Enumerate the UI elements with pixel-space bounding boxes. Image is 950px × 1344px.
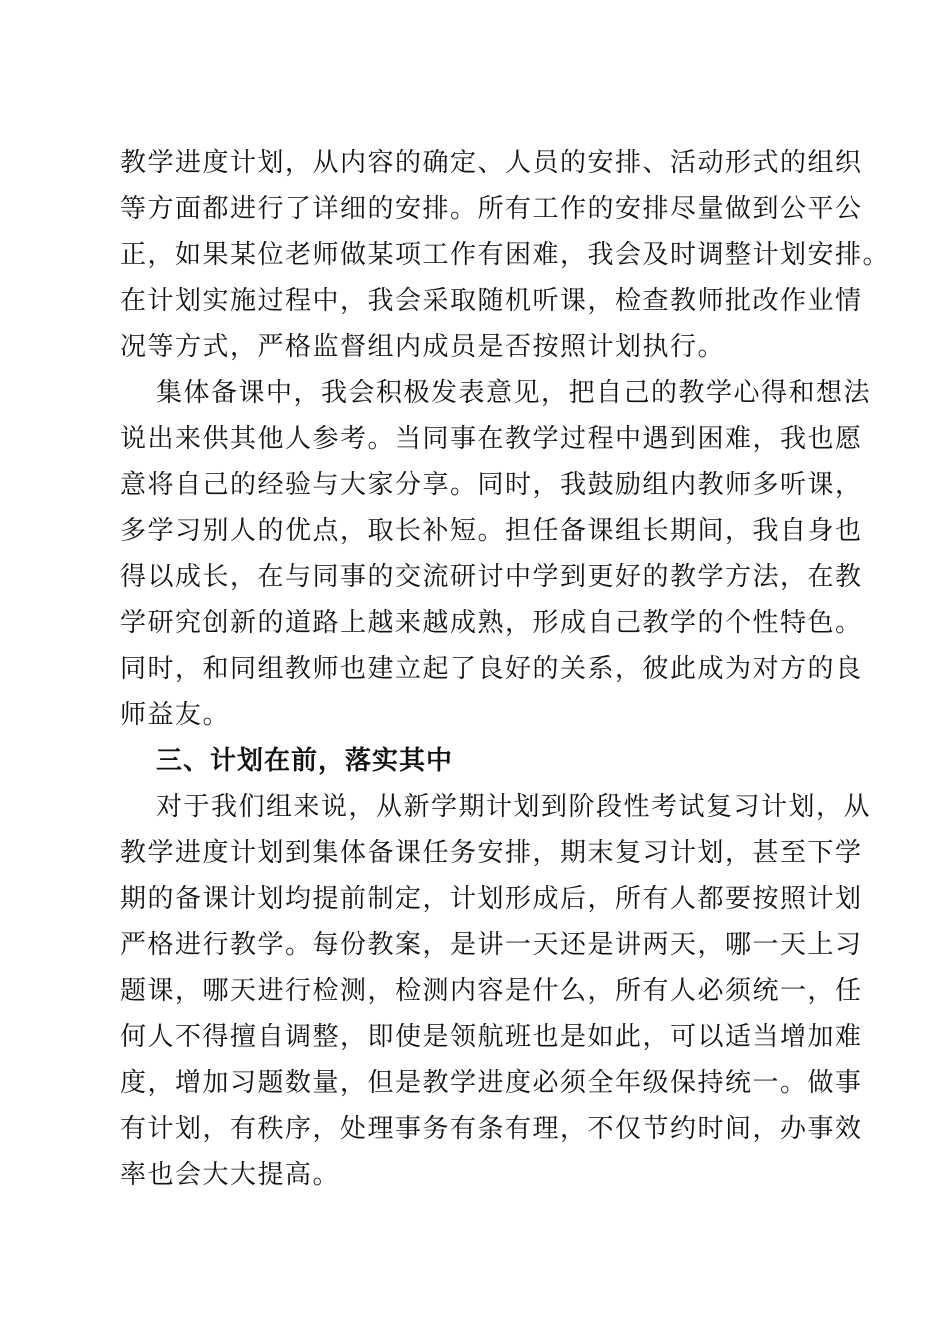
paragraph-2-line-1: 集体备课中，我会积极发表意见，把自己的教学心得和想法 [156, 378, 872, 408]
section-heading: 三、计划在前，落实其中 [156, 746, 454, 776]
paragraph-1-line-1: 教学进度计划，从内容的确定、人员的安排、活动形式的组织 [120, 148, 863, 178]
paragraph-3-line-2: 教学进度计划到集体备课任务安排，期末复习计划，甚至下学 [120, 838, 863, 868]
paragraph-2-line-8: 师益友。 [120, 700, 231, 730]
document-body [120, 140, 891, 1198]
paragraph-1-line-4: 在计划实施过程中，我会采取随机听课，检查教师批改作业情 [120, 286, 863, 316]
paragraph-3-line-6: 何人不得擅自调整，即使是领航班也是如此，可以适当增加难 [120, 1022, 863, 1052]
paragraph-1-line-3: 正，如果某位老师做某项工作有困难，我会及时调整计划安排。 [120, 240, 891, 270]
paragraph-2-line-4: 多学习别人的优点，取长补短。担任备课组长期间，我自身也 [120, 516, 863, 546]
paragraph-2-line-5: 得以成长，在与同事的交流研讨中学到更好的教学方法，在教 [120, 562, 863, 592]
paragraph-3-line-9: 率也会大大提高。 [120, 1160, 341, 1190]
paragraph-1-line-2: 等方面都进行了详细的安排。所有工作的安排尽量做到公平公 [120, 194, 863, 224]
paragraph-2-line-2: 说出来供其他人参考。当同事在教学过程中遇到困难，我也愿 [120, 424, 863, 454]
paragraph-3-line-3: 期的备课计划均提前制定，计划形成后，所有人都要按照计划 [120, 884, 863, 914]
paragraph-3-line-7: 度，增加习题数量，但是教学进度必须全年级保持统一。做事 [120, 1068, 863, 1098]
paragraph-3-line-4: 严格进行教学。每份教案，是讲一天还是讲两天，哪一天上习 [120, 930, 863, 960]
paragraph-2-line-6: 学研究创新的道路上越来越成熟，形成自己教学的个性特色。 [120, 608, 863, 638]
paragraph-3-line-8: 有计划，有秩序，处理事务有条有理，不仅节约时间，办事效 [120, 1114, 863, 1144]
paragraph-2-line-7: 同时，和同组教师也建立起了良好的关系，彼此成为对方的良 [120, 654, 863, 684]
paragraph-2-line-3: 意将自己的经验与大家分享。同时，我鼓励组内教师多听课， [120, 470, 863, 500]
paragraph-1-line-5: 况等方式，严格监督组内成员是否按照计划执行。 [120, 332, 726, 362]
paragraph-3-line-5: 题课，哪天进行检测，检测内容是什么，所有人必须统一，任 [120, 976, 863, 1006]
paragraph-3-line-1: 对于我们组来说，从新学期计划到阶段性考试复习计划，从 [156, 792, 872, 822]
